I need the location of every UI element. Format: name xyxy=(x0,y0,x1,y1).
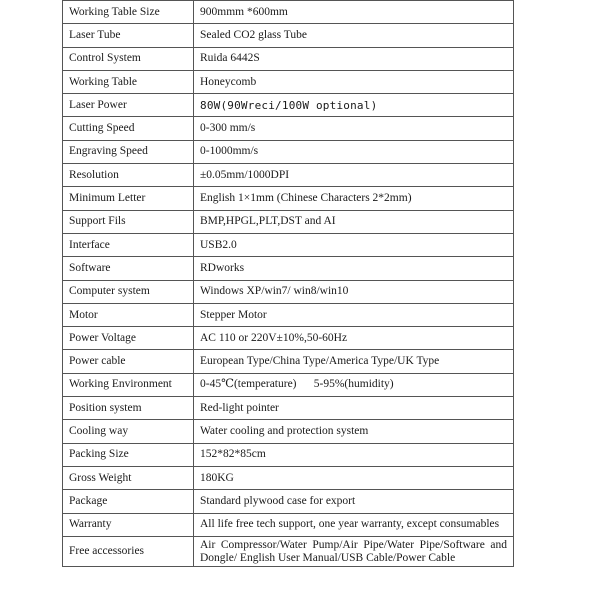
spec-value: 152*82*85cm xyxy=(194,443,514,466)
spec-value: ±0.05mm/1000DPI xyxy=(194,164,514,187)
table-row xyxy=(63,466,514,489)
spec-value: 80W(90Wreci/100W optional) xyxy=(194,94,514,117)
spec-table xyxy=(62,0,514,567)
spec-label: Resolution xyxy=(63,164,194,187)
spec-label: Cutting Speed xyxy=(63,117,194,140)
table-row xyxy=(63,210,514,233)
spec-value: 900mmm *600mm xyxy=(194,1,514,24)
spec-label: Package xyxy=(63,490,194,513)
spec-label: Interface xyxy=(63,233,194,256)
spec-value: Ruida 6442S xyxy=(194,47,514,70)
spec-label: Power Voltage xyxy=(63,327,194,350)
spec-value: 0-300 mm/s xyxy=(194,117,514,140)
table-row xyxy=(63,1,514,24)
spec-label: Computer system xyxy=(63,280,194,303)
table-row xyxy=(63,24,514,47)
spec-value: Sealed CO2 glass Tube xyxy=(194,24,514,47)
spec-label: Support Fils xyxy=(63,210,194,233)
spec-value: Standard plywood case for export xyxy=(194,490,514,513)
table-row xyxy=(63,373,514,396)
table-row xyxy=(63,513,514,536)
spec-label: Working Environment xyxy=(63,373,194,396)
table-row xyxy=(63,140,514,163)
spec-label: Position system xyxy=(63,397,194,420)
spec-value: RDworks xyxy=(194,257,514,280)
spec-label: Warranty xyxy=(63,513,194,536)
spec-label: Laser Tube xyxy=(63,24,194,47)
table-row xyxy=(63,233,514,256)
spec-label: Control System xyxy=(63,47,194,70)
spec-value: BMP,HPGL,PLT,DST and AI xyxy=(194,210,514,233)
spec-value: AC 110 or 220V±10%,50-60Hz xyxy=(194,327,514,350)
spec-label: Power cable xyxy=(63,350,194,373)
spec-label: Packing Size xyxy=(63,443,194,466)
spec-label: Working Table xyxy=(63,70,194,93)
spec-value: English 1×1mm (Chinese Characters 2*2mm) xyxy=(194,187,514,210)
table-row xyxy=(63,94,514,117)
table-row xyxy=(63,187,514,210)
table-row xyxy=(63,117,514,140)
spec-value: 180KG xyxy=(194,466,514,489)
spec-value: European Type/China Type/America Type/UK Type xyxy=(194,350,514,373)
spec-value: Windows XP/win7/ win8/win10 xyxy=(194,280,514,303)
spec-value: Air Compressor/Water Pump/Air Pipe/Water Pipe/Software and Dongle/ English User Manual/USB Cable/Power Cable xyxy=(194,536,514,566)
spec-label: Software xyxy=(63,257,194,280)
table-row xyxy=(63,280,514,303)
table-row xyxy=(63,70,514,93)
table-row xyxy=(63,303,514,326)
spec-value: 0-45℃(temperature) 5-95%(humidity) xyxy=(194,373,514,396)
spec-value: All life free tech support, one year warranty, except consumables xyxy=(194,513,514,536)
table-row xyxy=(63,490,514,513)
spec-value: Honeycomb xyxy=(194,70,514,93)
spec-label: Minimum Letter xyxy=(63,187,194,210)
spec-label: Free accessories xyxy=(63,536,194,566)
spec-label: Motor xyxy=(63,303,194,326)
spec-value: Water cooling and protection system xyxy=(194,420,514,443)
table-row xyxy=(63,420,514,443)
spec-label: Cooling way xyxy=(63,420,194,443)
table-row xyxy=(63,164,514,187)
table-row xyxy=(63,327,514,350)
table-row xyxy=(63,47,514,70)
spec-value: USB2.0 xyxy=(194,233,514,256)
spec-label: Laser Power xyxy=(63,94,194,117)
spec-label: Working Table Size xyxy=(63,1,194,24)
spec-value: 0-1000mm/s xyxy=(194,140,514,163)
spec-value: Stepper Motor xyxy=(194,303,514,326)
table-row xyxy=(63,350,514,373)
spec-label: Engraving Speed xyxy=(63,140,194,163)
table-row xyxy=(63,257,514,280)
spec-label: Gross Weight xyxy=(63,466,194,489)
table-row xyxy=(63,536,514,566)
spec-value: Red-light pointer xyxy=(194,397,514,420)
table-row xyxy=(63,443,514,466)
table-row xyxy=(63,397,514,420)
